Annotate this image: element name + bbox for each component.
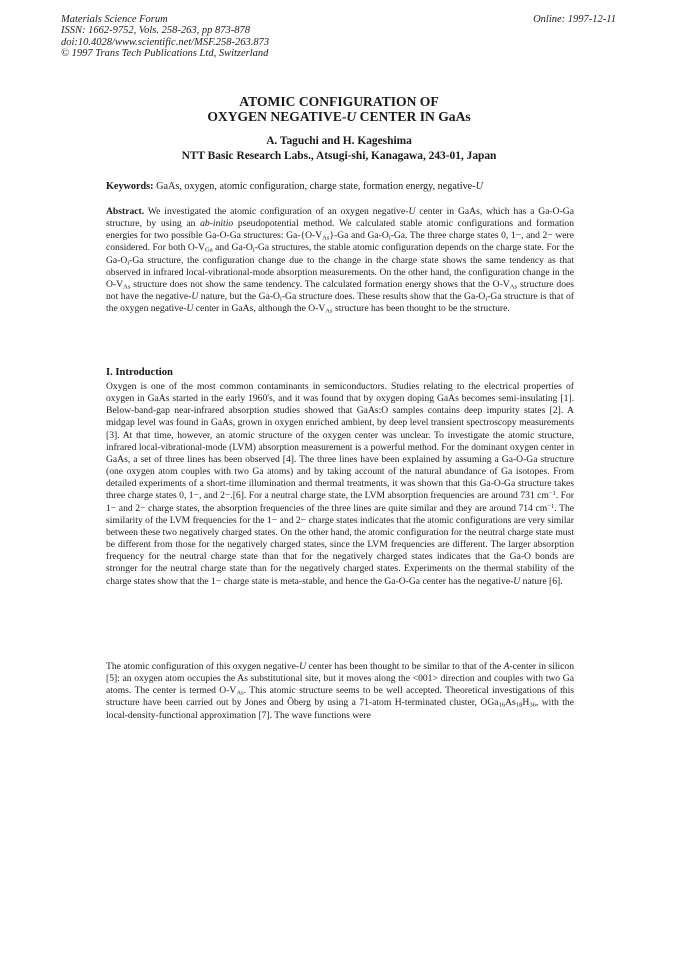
author-block — [0, 134, 678, 164]
section-heading-introduction: I. Introduction — [106, 367, 173, 378]
abstract-label: Abstract. — [106, 206, 145, 217]
online-date: Online: 1997-12-11 — [533, 14, 616, 25]
intro-paragraph-2: The atomic configuration of this oxygen negative-U center has been thought to be similar to that of the A-center in silicon [5]: an oxygen atom occupies the As substitutional site, but it moves along the <001> direction and couples with two Ga atoms. The center is termed $O-V_{As}$. This atomic structure seems to be well accepted. Theoretical investigations of this structure have been carried out by Jones and Öberg by using a 71-atom H-terminated cluster, $OGa_{16}As_{18}H_{36}$, with the local-density-functional approximation [7]. The wave functions were — [106, 661, 575, 721]
journal-issn: ISSN: 1662-9752, Vols. 258-263, pp 873-878 — [61, 25, 250, 37]
keywords-label: Keywords: — [106, 181, 154, 192]
title-line-1: ATOMIC CONFIGURATION OF — [239, 94, 439, 109]
journal-header — [61, 14, 269, 59]
journal-copyright: © 1997 Trans Tech Publications Ltd, Switzerland — [61, 47, 269, 59]
affiliation: NTT Basic Research Labs., Atsugi-shi, Kanagawa, 243-01, Japan — [181, 150, 497, 162]
intro-paragraph-1: Oxygen is one of the most common contaminants in semiconductors. Studies relating to the electrical properties of oxygen in GaAs started in the early 1960's, and it was found that by oxygen doping GaAs becomes semi-insulating [1]. Below-band-gap near-infrared absorption studies showed that GaAs:O samples contains deep impurity states [2]. A midgap level was found in GaAs, grown in oxygen enriched ambient, by deep level transient spectroscopy measurements [3]. At that time, however, an atomic structure of the oxygen center was unclear. To investigate the atomic structure, infrared local-vibrational-mode (LVM) absorption measurement is a powerful method. For the dominant oxygen center in GaAs, a set of three lines has been observed [4]. The three lines have been explained by assuming a Ga-O-Ga structure (one oxygen atom couples with two Ga atoms) and by taking account of the natural abundance of Ga isotopes. From detailed experiments of a short-time illumination and thermal treatments, it was shown that this Ga-O-Ga structure takes three charge states 0, 1−, and 2−.[6]. For a neutral charge state, the LVM absorption frequencies are around 731 $cm^{-1}$. For 1− and 2− charge states, the absorption frequencies of the three lines are quite similar and they are around 714 $cm^{-1}$. The similarity of the LVM frequencies for the 1− and 2− charge states indicates that the atomic configurations are very similar between these two negatively charged states. On the other hand, the atomic configuration for the neutral charge state must be different from those for the negatively charged states, since the LVM frequencies are different. The larger absorption frequency for the neutral charge state than that for the negatively charged states indicates that the Ga-O bonds are stronger for the neutral charge state than for the negatively charged states. Experiments on the thermal stability of the charge states show that the 1− charge state is meta-stable, and hence the Ga-O-Ga center has the negative-U nature [6]. — [106, 381, 574, 587]
authors: A. Taguchi and H. Kageshima — [266, 135, 412, 147]
journal-name: Materials Science Forum — [61, 14, 168, 25]
paper-title — [0, 95, 678, 124]
title-line-2: OXYGEN NEGATIVE-U CENTER IN GaAs — [207, 108, 471, 124]
abstract: Abstract. We investigated the atomic configuration of an oxygen negative-U center in GaAs, which has a Ga-O-Ga structure, by using an ab-initio pseudopotential method. We calculated stable atomic configurations and formation energies for two possible Ga-O-Ga structures: $Ga-\{O-V_{As}\}-Ga$ and $Ga-O_i-Ga$. The three charge states 0, 1−, and 2− were considered. For both $O-V_{Ga}$ and $Ga-O_i-Ga$ structures, the stable atomic configuration depends on the charge state. For the $Ga-O_i-Ga$ structure, the configuration change due to the change in the charge state shows the same tendency as that observed in infrared local-vibrational-mode absorption measurements. On the other hand, the configuration change in the $O-V_{As}$ structure does not show the same tendency. The calculated formation energy shows that the $O-V_{As}$ structure does not have the negative-U nature, but the $Ga-O_i-Ga$ structure does. These results show that the $Ga-O_i-Ga$ structure is that of the oxygen negative-U center in GaAs, although the $O-V_{As}$ structure has been thought to be the structure. — [106, 206, 575, 315]
journal-doi[interactable]: doi:10.4028/www.scientific.net/MSF.258-263.873 — [61, 36, 270, 48]
keywords-text: GaAs, oxygen, atomic configuration, charge state, formation energy, negative- — [156, 181, 476, 192]
keywords: Keywords: GaAs, oxygen, atomic configuration, charge state, formation energy, negative-U — [106, 181, 483, 192]
